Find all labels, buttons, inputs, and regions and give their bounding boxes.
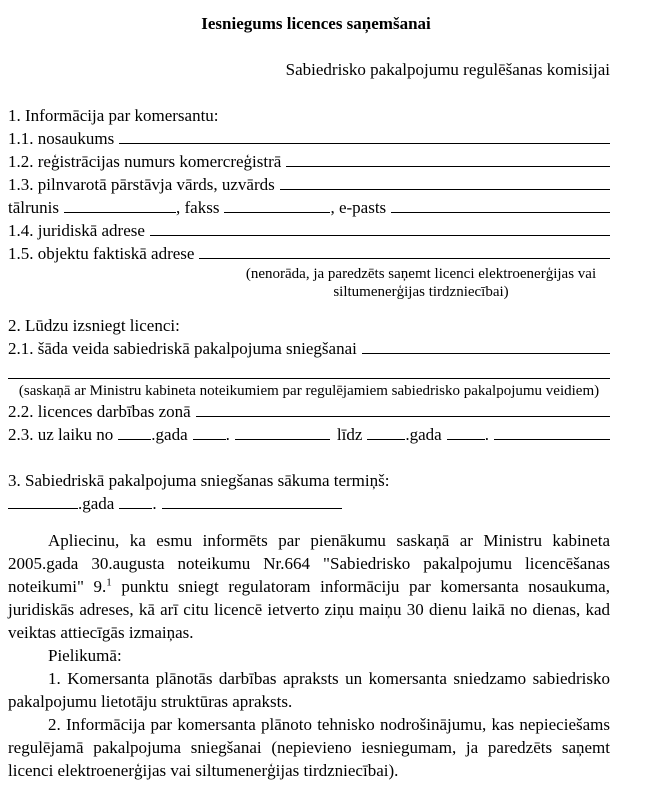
field-label-talrunis: tālrunis [8, 198, 59, 217]
blank-field-sakuma-gads [8, 496, 78, 509]
field-row-parstavja-vards [8, 173, 610, 196]
blank-field-juridiska-adrese [150, 223, 610, 236]
field-row-kontakti [8, 196, 610, 219]
blank-field-lidz-datums [447, 427, 485, 440]
blank-field-sakuma-menesis [162, 496, 342, 509]
gada-label-sakuma: .gada [78, 494, 115, 513]
field-label-registracijas-numurs: 1.2. reģistrācijas numurs komercreģistrā [8, 152, 282, 171]
addressee-line: Sabiedrisko pakalpojumu regulēšanas komisijai [285, 60, 610, 79]
field-row-darbibas-zona [8, 400, 610, 423]
lidz-label: līdz [336, 425, 363, 444]
field-label-juridiska-adrese: 1.4. juridiskā adrese [8, 221, 145, 240]
attachments-heading: Pielikumā: [48, 646, 122, 665]
note-pakalpojuma-veids: (saskaņā ar Ministru kabineta noteikumiem par regulējamiem sabiedrisko pakalpojumu veidiem) [18, 383, 600, 399]
field-label-darbibas-zona: 2.2. licences darbības zonā [8, 402, 191, 421]
field-label-epasts: , e-pasts [330, 198, 387, 217]
gada-label-no: .gada [151, 425, 188, 444]
blank-field-no-menesis [235, 427, 330, 440]
dot-separator-no: . [225, 425, 230, 444]
blank-field-lidz-gads [367, 427, 405, 440]
document-title: Iesniegums licences saņemšanai [201, 14, 431, 33]
blank-field-epasts [391, 200, 610, 213]
section1-heading: 1. Informācija par komersantu: [8, 106, 219, 125]
declaration-text-part1: Apliecinu, ka esmu informēts par pienākumu saskaņā ar Ministru kabineta 2005.gada 30.augusta noteikumu Nr.664 "Sabiedrisko pakalpojumu licencēšanas noteikumi" 9. [8, 531, 610, 596]
blank-field-lidz-menesis [494, 427, 610, 440]
field-label-fakss: , fakss [176, 198, 220, 217]
field-label-uz-laiku-no: 2.3. uz laiku no [8, 425, 114, 444]
footnote-superscript: 1 [106, 576, 112, 589]
field-label-pakalpojuma-veids: 2.1. šāda veida sabiedriskā pakalpojuma sniegšanai [8, 339, 357, 358]
blank-field-nosaukums [119, 131, 610, 144]
gada-label-lidz: .gada [405, 425, 442, 444]
attachment-item-1: 1. Komersanta plānotās darbības apraksts un komersanta sniedzamo sabiedrisko pakalpojumu lietotāju struktūras apraksts. [8, 669, 610, 711]
blank-field-pakalpojuma-veids [362, 341, 610, 354]
field-row-termins [8, 423, 610, 446]
attachment-item-2: 2. Informācija par komersanta plānoto tehnisko nodrošinājumu, kas nepieciešams regulējamā pakalpojuma sniegšanai (nepievieno iesniegumam, ja paredzēts saņemt licenci elektroenerģijas vai siltumenerģijas tirdzniecībai). [8, 715, 610, 780]
dot-separator-sakuma: . [152, 494, 157, 513]
blank-field-fakss [224, 200, 330, 213]
field-label-faktiska-adrese: 1.5. objektu faktiskā adrese [8, 244, 195, 263]
blank-field-no-gads [118, 427, 151, 440]
field-row-nosaukums [8, 127, 610, 150]
dot-separator-lidz: . [484, 425, 489, 444]
blank-field-pakalpojuma-veids-continuation [8, 360, 610, 379]
blank-field-registracijas-numurs [286, 154, 610, 167]
blank-field-no-datums [193, 427, 226, 440]
blank-field-darbibas-zona [196, 404, 610, 417]
field-row-pakalpojuma-veids [8, 337, 610, 360]
note-faktiska-adrese: (nenorāda, ja paredzēts saņemt licenci elektroenerģijas vai siltumenerģijas tirdzniecībai) [245, 266, 597, 300]
section3-heading: 3. Sabiedriskā pakalpojuma sniegšanas sākuma termiņš: [8, 471, 390, 490]
blank-field-parstavja-vards [280, 177, 610, 190]
blank-field-talrunis [64, 200, 176, 213]
field-label-parstavja-vards: 1.3. pilnvarotā pārstāvja vārds, uzvārds [8, 175, 275, 194]
field-row-juridiska-adrese [8, 219, 610, 242]
blank-field-sakuma-datums [119, 496, 152, 509]
section2-heading: 2. Lūdzu izsniegt licenci: [8, 316, 180, 335]
field-row-sakuma-termins [8, 492, 610, 515]
field-label-nosaukums: 1.1. nosaukums [8, 129, 115, 148]
declaration-paragraph [8, 529, 610, 644]
field-row-faktiska-adrese [8, 242, 610, 265]
declaration-text-part2: punktu sniegt regulatoram informāciju par komersanta nosaukuma, juridiskās adreses, kā arī citu licencē ietverto ziņu maiņu 30 dienu laikā no dienas, kad veiktas attiecīgās izmaiņas. [8, 577, 610, 642]
blank-field-faktiska-adrese [199, 246, 610, 259]
field-row-registracijas-numurs [8, 150, 610, 173]
